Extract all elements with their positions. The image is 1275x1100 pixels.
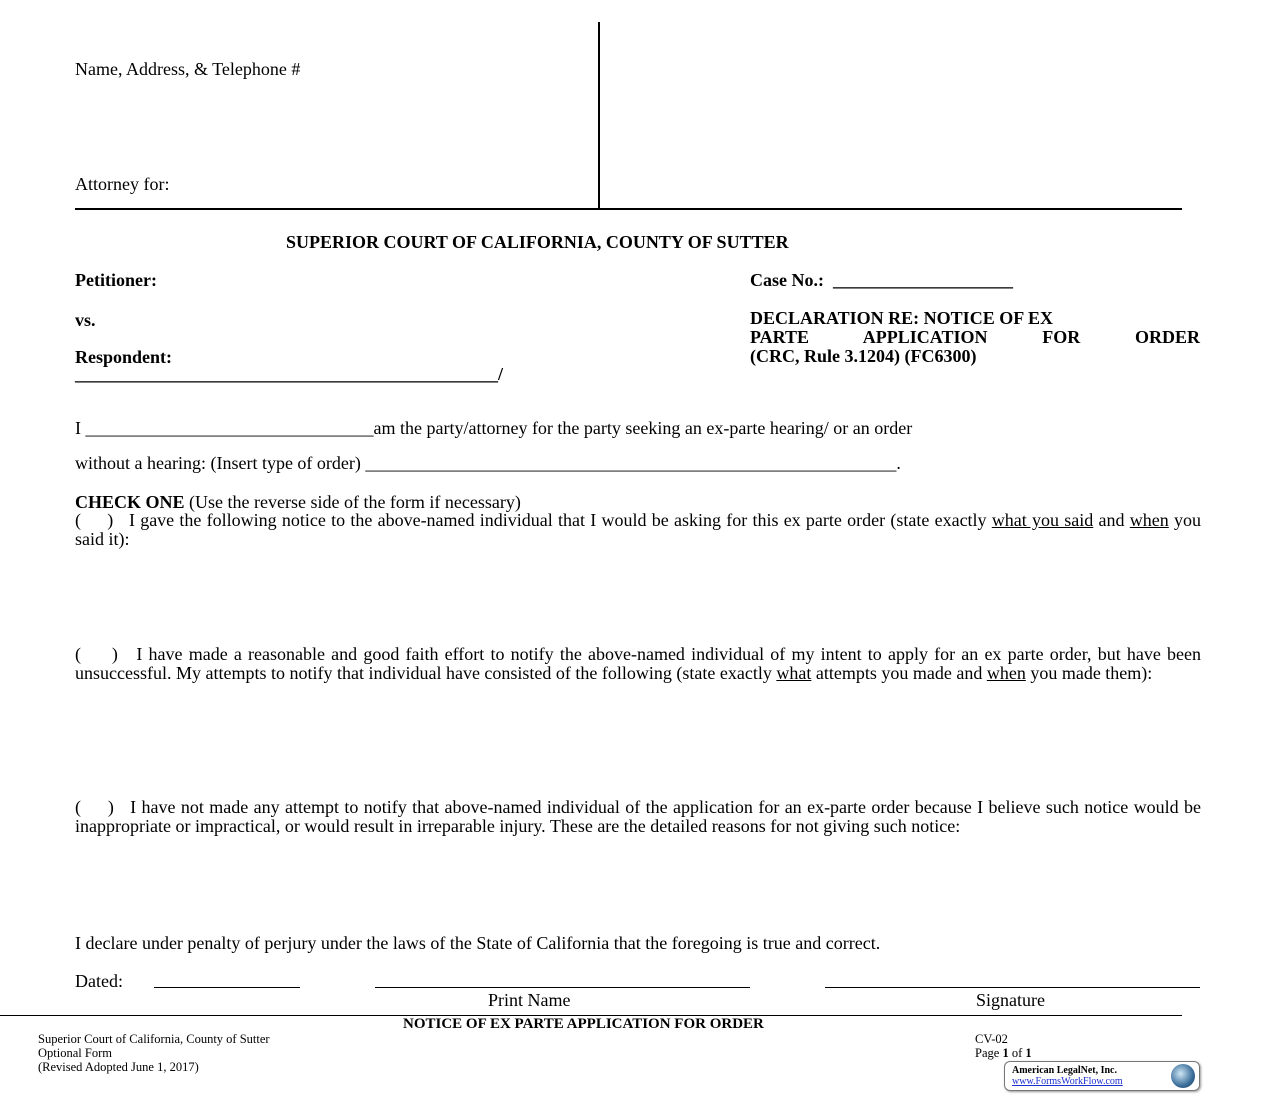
footer-left: Superior Court of California, County of Sutter Optional Form (Revised Adopted June 1, 2017) [38,1032,270,1074]
form-number: CV-02 [975,1032,1008,1046]
header-divider [598,22,600,209]
footer-right [975,1032,1032,1060]
check-one-heading: CHECK ONE (Use the reverse side of the form if necessary) [75,492,521,512]
option-no-notice: ( ) I have not made any attempt to notify that above-named individual of the application for an ex-parte order because I believe such notice would be inappropriate or impractical, or would result in irreparable injury. These are the detailed reasons for not giving such notice: [75,797,1201,836]
vs-label: vs. [75,310,96,330]
print-name-field[interactable] [375,987,750,988]
option-attempted-notice: ( ) I have made a reasonable and good faith effort to notify the above-named individual of my intent to apply for an ex parte order, but have been unsuccessful. My attempts to notify that individual have consisted of the following (state exactly what attempts you made and when you made them): [75,644,1201,683]
case-no-field[interactable]: ____________________ [833,270,1013,290]
header-rule [75,208,1182,210]
date-field[interactable] [154,987,300,988]
checkbox-no-notice[interactable]: ( ) [75,797,114,817]
signature-field[interactable] [825,987,1200,988]
intro-line-2: without a hearing: (Insert type of order) ___________________________________________________________. [75,453,901,473]
forms-workflow-link[interactable]: www.FormsWorkFlow.com [1012,1076,1123,1087]
order-type-field[interactable]: ___________________________________________________________ [365,453,897,473]
respondent-label: Respondent: [75,347,173,367]
attorney-for-label: Attorney for: [75,174,170,194]
intro-line-1: I ________________________________am the party/attorney for the party seeking an ex-parte hearing/ or an order [75,418,913,438]
signature-label: Signature [976,990,1045,1010]
globe-icon [1171,1064,1195,1088]
checkbox-attempted-notice[interactable]: ( ) [75,644,118,664]
page-number: Page 1 of 1 [975,1046,1032,1060]
case-no-label: Case No.: [750,270,824,290]
dated-label: Dated: [75,971,123,991]
document-title: DECLARATION RE: NOTICE OF EX PARTE APPLICATION FOR ORDER (CRC, Rule 3.1204) (FC6300) [750,308,1200,366]
footer-title: NOTICE OF EX PARTE APPLICATION FOR ORDER [403,1016,764,1032]
court-title: SUPERIOR COURT OF CALIFORNIA, COUNTY OF SUTTER [286,232,789,252]
petitioner-label: Petitioner: [75,270,157,290]
declarant-name-field[interactable]: ________________________________ [85,418,374,438]
respondent-line[interactable]: _______________________________________________/ [75,364,504,384]
checkbox-notice-given[interactable]: ( ) [75,510,114,530]
option-notice-given: ( ) I gave the following notice to the above-named individual that I would be asking for this ex parte order (state exactly what you said and when you said it): [75,510,1202,549]
name-address-label: Name, Address, & Telephone # [75,59,301,79]
perjury-declaration: I declare under penalty of perjury under the laws of the State of California that the foregoing is true and correct. [75,933,881,953]
american-legalnet-logo[interactable]: American LegalNet, Inc. www.FormsWorkFlow.com [1004,1061,1200,1091]
print-name-label: Print Name [488,990,571,1010]
